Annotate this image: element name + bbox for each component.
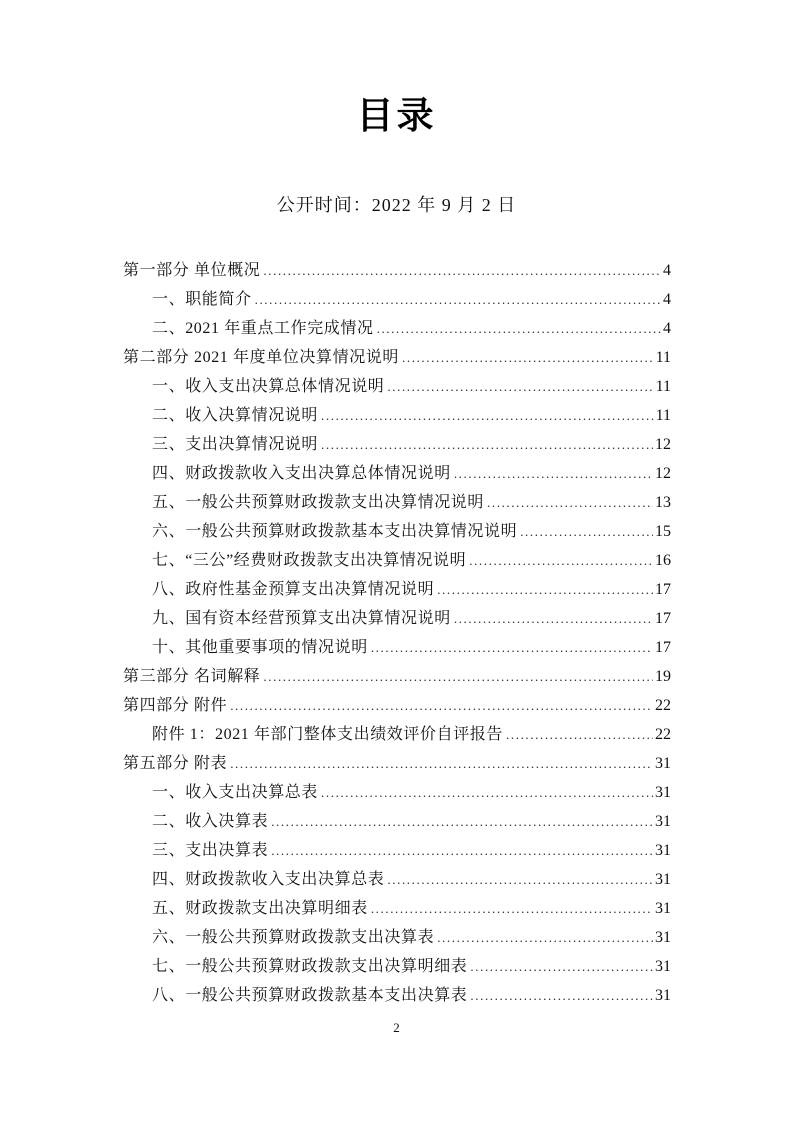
toc-entry-label: 二、收入决算表	[152, 813, 269, 830]
toc-entry-page: 4	[663, 291, 671, 308]
toc-entry-label: 一、收入支出决算总表	[152, 784, 319, 801]
toc-entry-page: 31	[655, 784, 671, 801]
toc-entry[interactable]	[123, 633, 671, 662]
toc-entry-label: 四、财政拨款收入支出决算总表	[152, 871, 385, 888]
toc-dot-leader	[454, 459, 653, 488]
toc-dot-leader	[371, 894, 653, 923]
toc-dot-leader	[437, 923, 653, 952]
toc-entry[interactable]	[123, 459, 671, 488]
toc-entry[interactable]	[123, 952, 671, 981]
toc-dot-leader	[255, 285, 661, 314]
toc-dot-leader	[230, 749, 653, 778]
toc-entry-page: 31	[655, 900, 671, 917]
toc-entry-page: 11	[655, 378, 671, 395]
toc-entry-page: 31	[655, 842, 671, 859]
toc-entry[interactable]	[123, 749, 671, 778]
toc-entry-page: 31	[655, 929, 671, 946]
toc-entry[interactable]	[123, 430, 671, 459]
toc-entry[interactable]	[123, 981, 671, 1010]
toc-dot-leader	[321, 401, 654, 430]
toc-entry-page: 17	[655, 610, 671, 627]
toc-entry-page: 16	[655, 552, 671, 569]
toc-entry[interactable]	[123, 575, 671, 604]
toc-dot-leader	[271, 807, 653, 836]
toc-entry-page: 17	[655, 581, 671, 598]
toc-entry-label: 三、支出决算情况说明	[152, 436, 319, 453]
toc-entry-label: 八、政府性基金预算支出决算情况说明	[152, 581, 435, 598]
toc-entry-page: 31	[655, 755, 671, 772]
toc-entry-page: 22	[655, 726, 671, 743]
toc-dot-leader	[321, 430, 653, 459]
toc-dot-leader	[506, 720, 653, 749]
toc-entry-label: 十、其他重要事项的情况说明	[152, 639, 368, 656]
page-title: 目录	[356, 95, 437, 136]
table-of-contents	[123, 256, 671, 1010]
toc-entry-page: 4	[663, 320, 671, 337]
toc-dot-leader	[263, 662, 653, 691]
toc-entry-label: 六、一般公共预算财政拨款基本支出决算情况说明	[152, 523, 518, 540]
toc-entry-label: 八、一般公共预算财政拨款基本支出决算表	[152, 987, 468, 1004]
toc-entry[interactable]	[123, 720, 671, 749]
toc-entry-label: 二、收入决算情况说明	[152, 407, 319, 424]
toc-entry-page: 4	[663, 262, 671, 279]
toc-entry-label: 五、一般公共预算财政拨款支出决算情况说明	[152, 494, 485, 511]
toc-entry[interactable]	[123, 488, 671, 517]
toc-entry-label: 第一部分 单位概况	[123, 262, 261, 279]
toc-dot-leader	[402, 343, 654, 372]
toc-entry-label: 第四部分 附件	[123, 697, 228, 714]
toc-entry[interactable]	[123, 604, 671, 633]
toc-dot-leader	[230, 691, 653, 720]
toc-entry-label: 第五部分 附表	[123, 755, 228, 772]
toc-dot-leader	[271, 836, 653, 865]
toc-dot-leader	[371, 633, 653, 662]
toc-entry[interactable]	[123, 807, 671, 836]
toc-entry[interactable]	[123, 256, 671, 285]
toc-entry[interactable]	[123, 662, 671, 691]
toc-entry[interactable]	[123, 691, 671, 720]
toc-dot-leader	[387, 865, 653, 894]
publish-time-line: 公开时间：2022 年 9 月 2 日	[276, 195, 517, 215]
footer-page-number: 2	[393, 1020, 400, 1035]
toc-dot-leader	[387, 372, 653, 401]
toc-entry[interactable]	[123, 894, 671, 923]
toc-entry[interactable]	[123, 285, 671, 314]
toc-entry-page: 11	[655, 349, 671, 366]
toc-dot-leader	[321, 778, 653, 807]
toc-entry[interactable]	[123, 865, 671, 894]
toc-entry[interactable]	[123, 546, 671, 575]
toc-entry[interactable]	[123, 401, 671, 430]
toc-entry-page: 31	[655, 987, 671, 1004]
toc-entry-page: 17	[655, 639, 671, 656]
toc-entry-page: 12	[655, 436, 671, 453]
toc-entry-label: 第二部分 2021 年度单位决算情况说明	[123, 349, 400, 366]
toc-entry[interactable]	[123, 343, 671, 372]
toc-entry-label: 七、一般公共预算财政拨款支出决算明细表	[152, 958, 468, 975]
toc-entry-page: 12	[655, 465, 671, 482]
toc-entry[interactable]	[123, 778, 671, 807]
toc-dot-leader	[454, 604, 653, 633]
toc-entry-label: 七、“三公”经费财政拨款支出决算情况说明	[152, 552, 467, 569]
toc-entry-label: 一、收入支出决算总体情况说明	[152, 378, 385, 395]
toc-entry[interactable]	[123, 836, 671, 865]
toc-entry-label: 六、一般公共预算财政拨款支出决算表	[152, 929, 435, 946]
toc-entry-label: 三、支出决算表	[152, 842, 269, 859]
toc-entry-label: 四、财政拨款收入支出决算总体情况说明	[152, 465, 451, 482]
toc-entry-page: 15	[655, 523, 671, 540]
toc-entry-label: 第三部分 名词解释	[123, 668, 261, 685]
toc-entry-page: 19	[655, 668, 671, 685]
toc-entry-page: 13	[655, 494, 671, 511]
toc-entry-page: 31	[655, 871, 671, 888]
toc-entry-page: 31	[655, 813, 671, 830]
toc-entry-label: 五、财政拨款支出决算明细表	[152, 900, 368, 917]
toc-dot-leader	[470, 952, 653, 981]
toc-entry-label: 一、职能简介	[152, 291, 252, 308]
toc-dot-leader	[437, 575, 653, 604]
toc-dot-leader	[520, 517, 653, 546]
toc-entry[interactable]	[123, 372, 671, 401]
toc-dot-leader	[470, 981, 653, 1010]
toc-entry[interactable]	[123, 517, 671, 546]
toc-entry-label: 九、国有资本经营预算支出决算情况说明	[152, 610, 451, 627]
toc-dot-leader	[487, 488, 653, 517]
toc-entry[interactable]	[123, 923, 671, 952]
toc-dot-leader	[263, 256, 661, 285]
toc-dot-leader	[469, 546, 653, 575]
toc-entry-page: 22	[655, 697, 671, 714]
toc-entry-page: 11	[655, 407, 671, 424]
toc-entry-label: 附件 1：2021 年部门整体支出绩效评价自评报告	[152, 726, 504, 743]
toc-entry-page: 31	[655, 958, 671, 975]
toc-dot-leader	[377, 314, 661, 343]
toc-entry-label: 二、2021 年重点工作完成情况	[152, 320, 374, 337]
toc-entry[interactable]	[123, 314, 671, 343]
